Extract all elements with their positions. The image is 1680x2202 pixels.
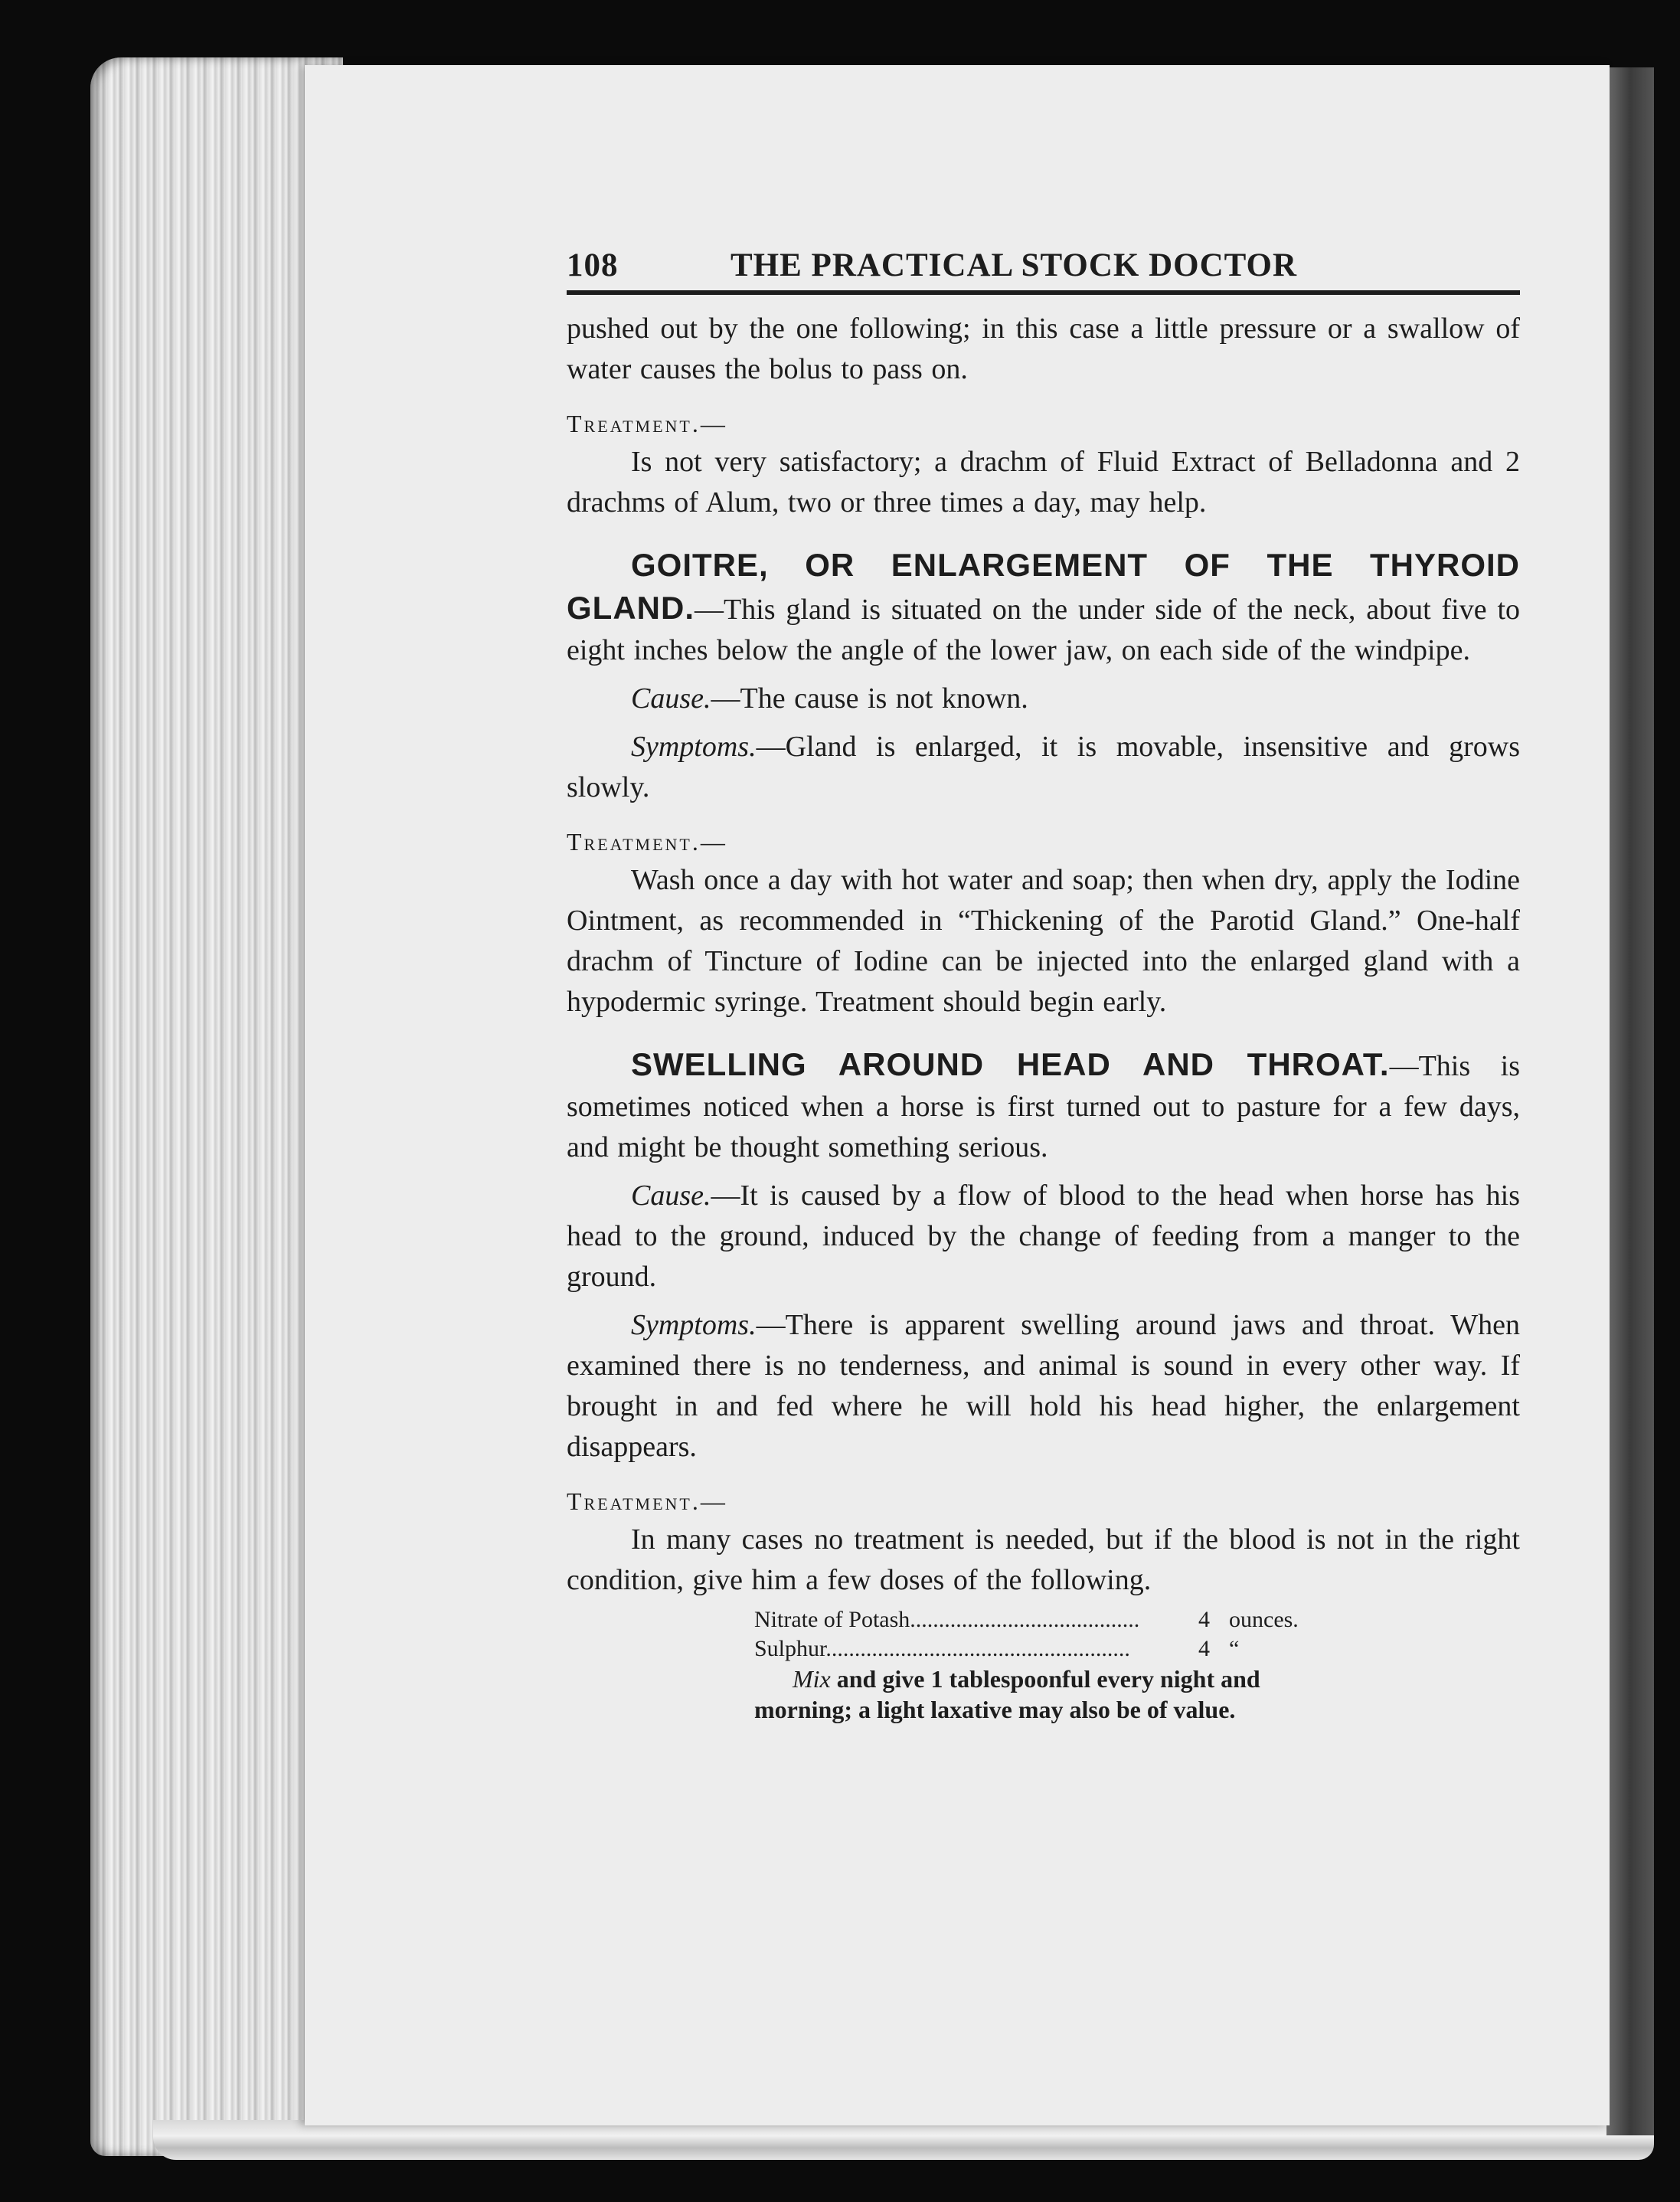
treatment-label: Treatment.— [567, 410, 727, 437]
treatment-label: Treatment.— [567, 1487, 727, 1515]
cause-paragraph [567, 1176, 1520, 1297]
symptoms-text: —There is apparent swelling around jaws and throat. When examined there is no tenderness, and animal is sound in every other way. If brought in and fed where he will hold his head higher, the enlargement disappears. [567, 1309, 1520, 1463]
cause-text: —The cause is not known. [711, 682, 1028, 715]
ingredient-name: Sulphur..................................................... [754, 1636, 1130, 1661]
symptoms-paragraph [567, 727, 1520, 808]
section-text: —This gland is situated on the under side of the neck, about five to eight inches below the angle of the lower jaw, on each side of the windpipe. [567, 594, 1520, 666]
page-stack-bottom-edge [153, 2120, 1654, 2160]
paragraph: In many cases no treatment is needed, but if the blood is not in the right condition, give him a few doses of the following. [567, 1523, 1520, 1596]
cause-paragraph [567, 679, 1520, 719]
ingredient-unit: “ [1229, 1636, 1240, 1661]
recipe-row [754, 1605, 1520, 1634]
recipe-instructions: and give 1 tablespoonful every night and morning; a light laxative may also be of value. [754, 1665, 1260, 1723]
cause-text: —It is caused by a flow of blood to the head when horse has his head to the ground, induced by the change of feeding from a manger to the ground. [567, 1180, 1520, 1293]
book-title: THE PRACTICAL STOCK DOCTOR [731, 247, 1298, 283]
section-text: —This is sometimes noticed when a horse is first turned out to pasture for a few days, and might be thought something serious. [567, 1050, 1521, 1163]
symptoms-label: Symptoms. [631, 731, 757, 763]
ingredient-qty: 4 [1198, 1607, 1210, 1632]
running-head [567, 247, 1520, 295]
symptoms-label: Symptoms. [631, 1309, 757, 1341]
recipe-row [754, 1634, 1520, 1664]
swelling-section [567, 1044, 1520, 1168]
symptoms-text: —Gland is enlarged, it is movable, insensitive and grows slowly. [567, 731, 1520, 803]
goitre-section [567, 545, 1520, 671]
recipe [567, 1605, 1520, 1725]
paragraph: Is not very satisfactory; a drachm of Fluid Extract of Belladonna and 2 drachms of Alum, two or three times a day, may help. [567, 446, 1520, 519]
paragraph: pushed out by the one following; in this case a little pressure or a swallow of water causes the bolus to pass on. [567, 312, 1520, 385]
paragraph: Wash once a day with hot water and soap; then when dry, apply the Iodine Ointment, as recommended in “Thickening of the Parotid Gland.” One-half drachm of Tincture of Iodine can be injected into the enlarged gland with a hypodermic syringe. Treatment should begin early. [567, 864, 1520, 1018]
page-content [567, 247, 1520, 1725]
mix-word: Mix [793, 1665, 831, 1693]
recipe-note [754, 1664, 1336, 1725]
book-cover-edge [1606, 67, 1654, 2135]
ingredient-name: Nitrate of Potash........................................ [754, 1607, 1140, 1632]
section-heading: SWELLING AROUND HEAD AND THROAT. [631, 1046, 1390, 1082]
ingredient-unit: ounces. [1229, 1607, 1299, 1632]
treatment-label: Treatment.— [567, 828, 727, 856]
ingredient-qty: 4 [1198, 1636, 1210, 1661]
page-number: 108 [567, 247, 619, 283]
cause-label: Cause. [631, 1180, 711, 1212]
symptoms-paragraph [567, 1305, 1520, 1467]
cause-label: Cause. [631, 682, 711, 715]
section-heading: GOITRE, OR ENLARGEMENT OF THE THYROID GLAND. [567, 547, 1520, 626]
